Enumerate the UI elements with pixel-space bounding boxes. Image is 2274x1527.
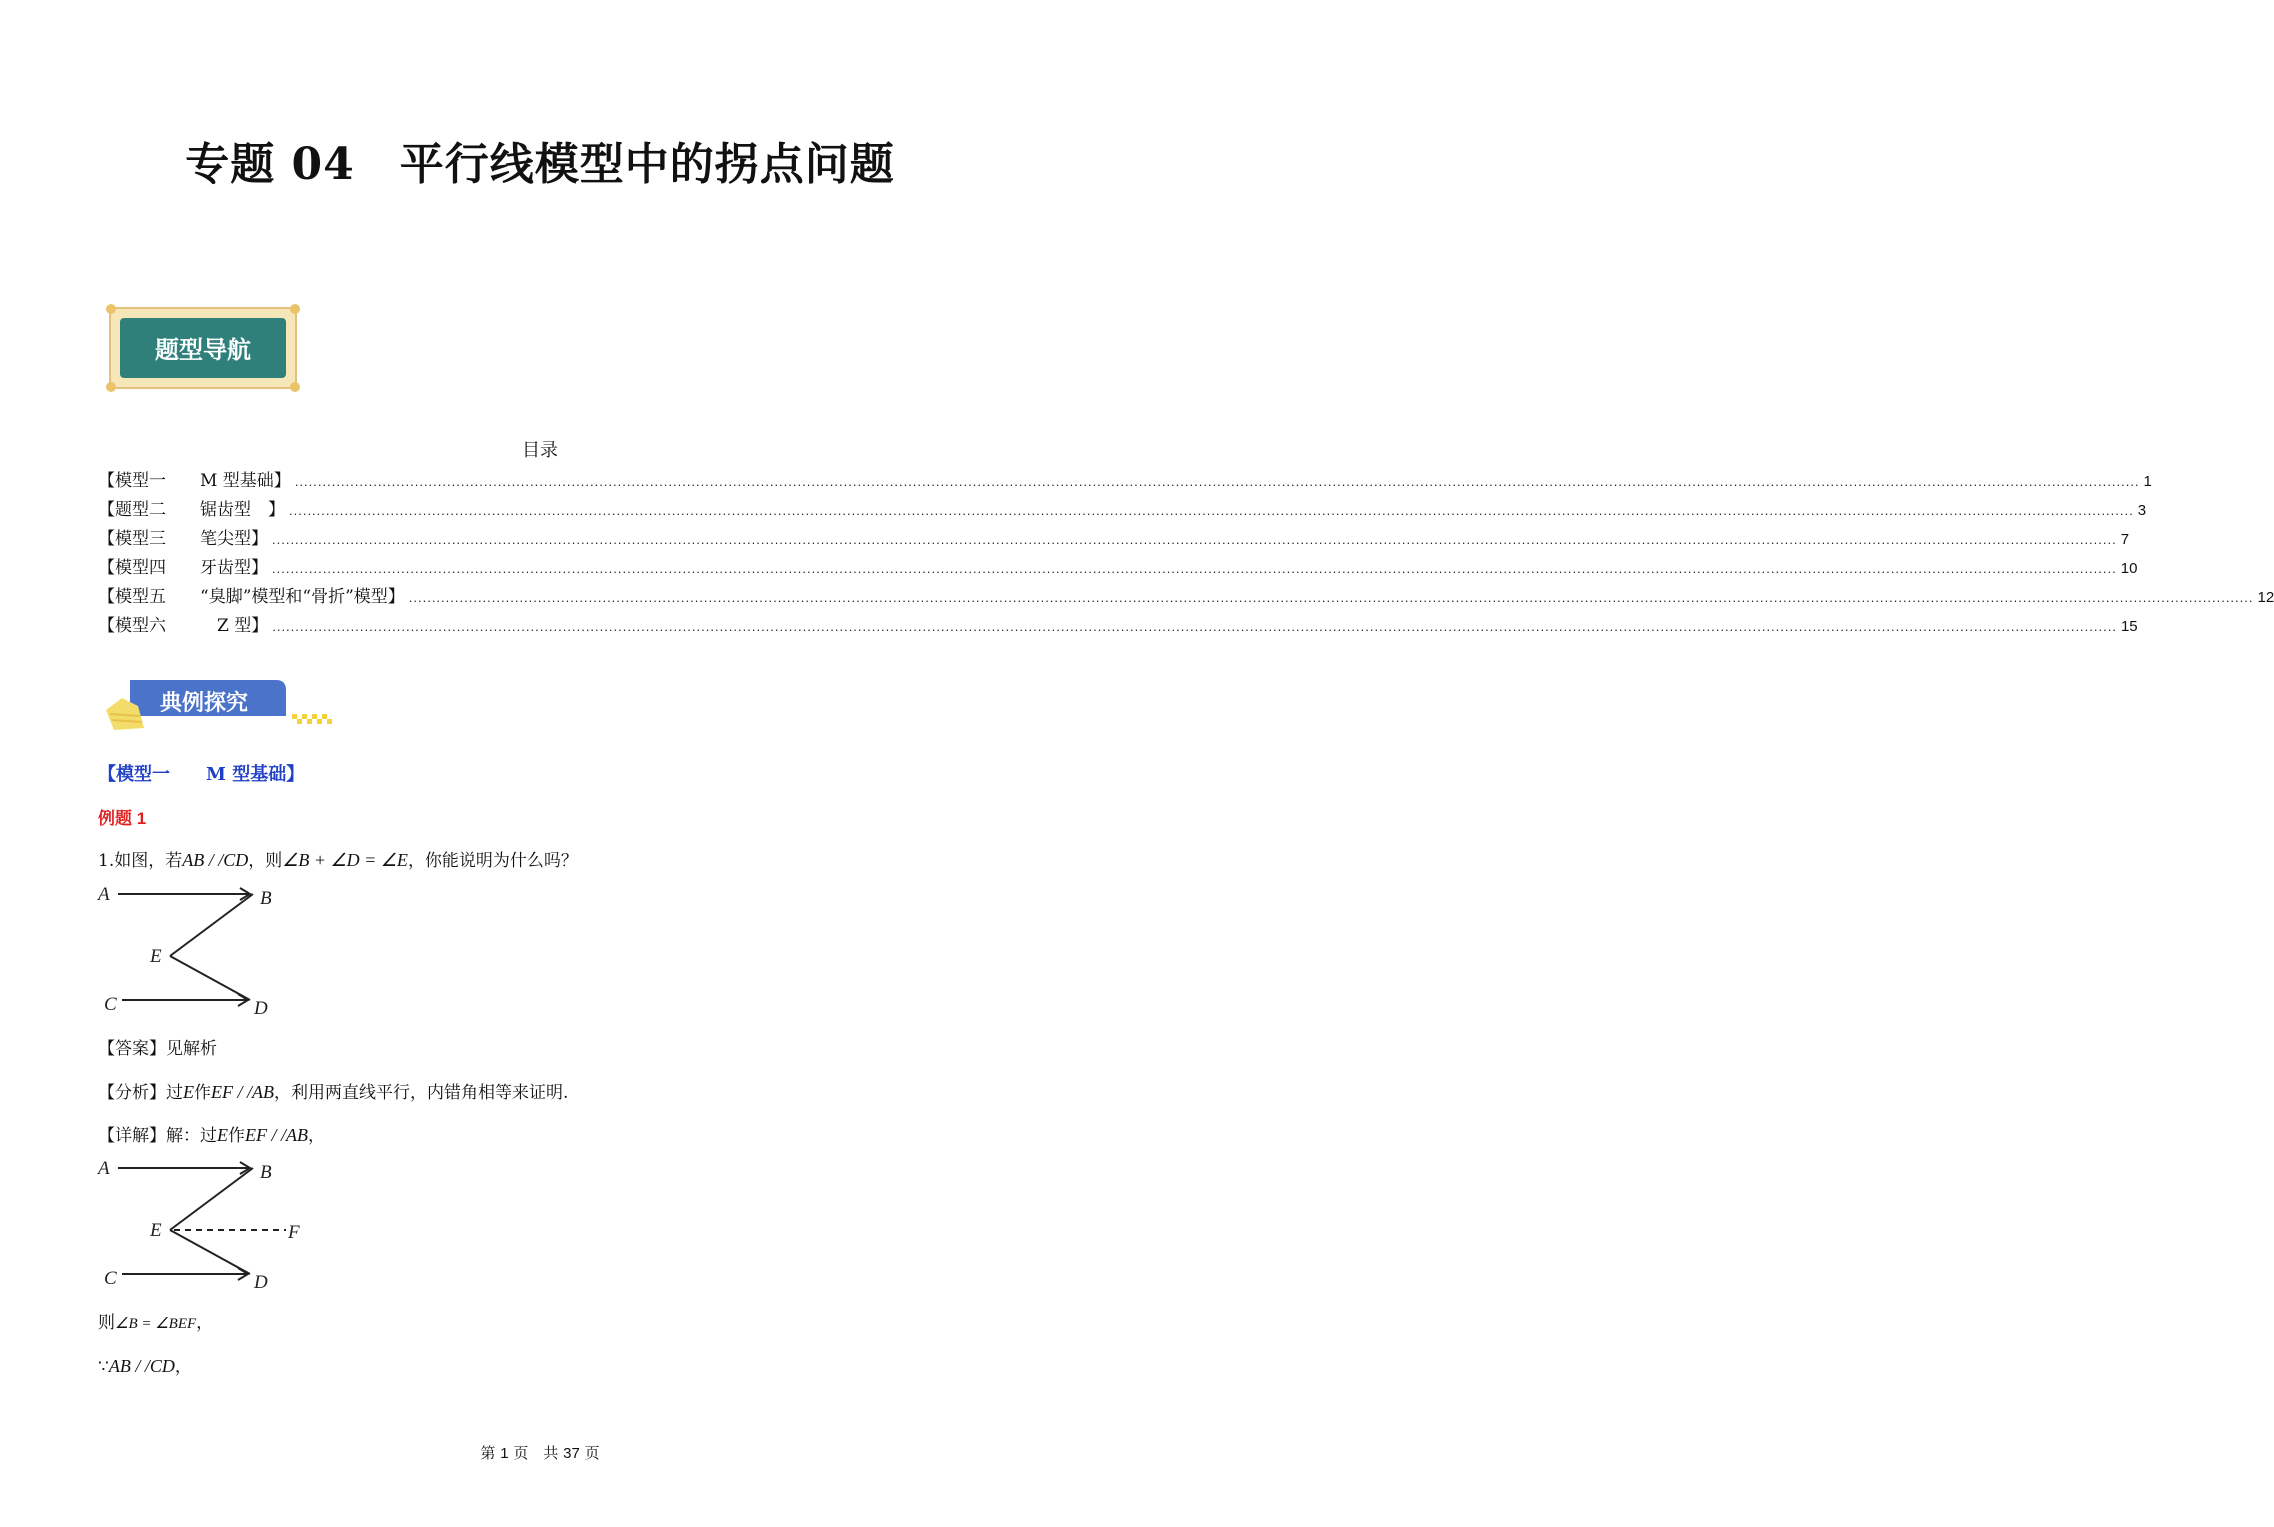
checker-decoration — [292, 714, 332, 724]
toc-item[interactable] — [98, 582, 2274, 611]
figure-m-shape — [98, 880, 298, 1024]
badge-label: 典例探究 — [159, 691, 249, 716]
toc-item-label: 【模型四 牙齿型】 — [98, 558, 268, 578]
page-title: 专题 04 平行线模型中的拐点问题 — [185, 139, 895, 190]
point-label: E — [150, 1220, 162, 1241]
badge-frame — [104, 302, 302, 394]
toc-leader: ................................................................................................................................................................................................................................................................................................................................................................................................................ — [272, 532, 2117, 547]
toc-leader: ................................................................................................................................................................................................................................................................................................................................................................................................................ — [408, 590, 2254, 605]
proof-step: 则∠B = ∠BEF， — [98, 1313, 214, 1333]
type-navigation-badge — [104, 302, 302, 394]
toc-item-page: 15 — [2120, 618, 2138, 635]
point-label: B — [260, 888, 272, 909]
point-label: D — [254, 998, 268, 1019]
toc-item-label: 【模型一 M 型基础】 — [98, 471, 291, 491]
toc-item-label: 【模型三 笔尖型】 — [98, 529, 268, 549]
analysis-line: 【分析】过E作EF / /AB，利用两直线平行，内错角相等来证明. — [98, 1082, 569, 1103]
example-label: 例题 1 — [98, 809, 147, 828]
toc-item-page: 7 — [2120, 531, 2130, 548]
toc-item-page: 3 — [2137, 502, 2147, 519]
toc-item[interactable] — [98, 611, 2138, 640]
question-text: 1.如图，若AB / /CD，则∠B + ∠D = ∠E，你能说明为什么吗？ — [98, 850, 578, 871]
point-label: C — [104, 994, 117, 1015]
table-of-contents — [98, 466, 2274, 640]
point-label: F — [288, 1222, 300, 1243]
example-exploration-badge — [100, 676, 340, 736]
toc-item-page: 12 — [2257, 589, 2274, 606]
toc-item[interactable] — [98, 553, 2138, 582]
toc-item-label: 【模型五 “臭脚”模型和“骨折”模型】 — [98, 587, 405, 607]
toc-leader: ................................................................................................................................................................................................................................................................................................................................................................................................................ — [272, 561, 2117, 576]
page-footer: 第 1 页 共 37 页 — [480, 1444, 600, 1462]
toc-item-page: 1 — [2143, 473, 2152, 490]
badge-graphic — [100, 676, 340, 736]
toc-heading: 目录 — [522, 440, 558, 461]
toc-item[interactable] — [98, 495, 2147, 524]
figure-m-shape-with-auxiliary-line — [98, 1154, 318, 1298]
point-label: B — [260, 1162, 272, 1183]
toc-item[interactable] — [98, 466, 2152, 495]
point-label: A — [98, 1158, 110, 1179]
point-label: E — [150, 946, 162, 967]
point-label: D — [254, 1272, 268, 1293]
proof-step: ∵AB / /CD， — [98, 1356, 192, 1377]
section-heading: 【模型一 M 型基础】 — [98, 764, 305, 785]
toc-item-label: 【题型二 锯齿型 】 — [98, 500, 285, 520]
toc-leader: ................................................................................................................................................................................................................................................................................................................................................................................................................ — [289, 503, 2134, 518]
point-label: A — [98, 884, 110, 905]
toc-leader: ................................................................................................................................................................................................................................................................................................................................................................................................................ — [272, 619, 2117, 634]
point-label: C — [104, 1268, 117, 1289]
toc-item[interactable] — [98, 524, 2130, 553]
detail-line: 【详解】解：过E作EF / /AB， — [98, 1125, 325, 1146]
toc-item-label: 【模型六 Z 型】 — [98, 616, 269, 636]
badge-label: 题型导航 — [155, 336, 251, 364]
toc-leader: ................................................................................................................................................................................................................................................................................................................................................................................................................ — [294, 474, 2140, 489]
answer-line: 【答案】见解析 — [98, 1039, 217, 1059]
toc-item-page: 10 — [2120, 560, 2138, 577]
